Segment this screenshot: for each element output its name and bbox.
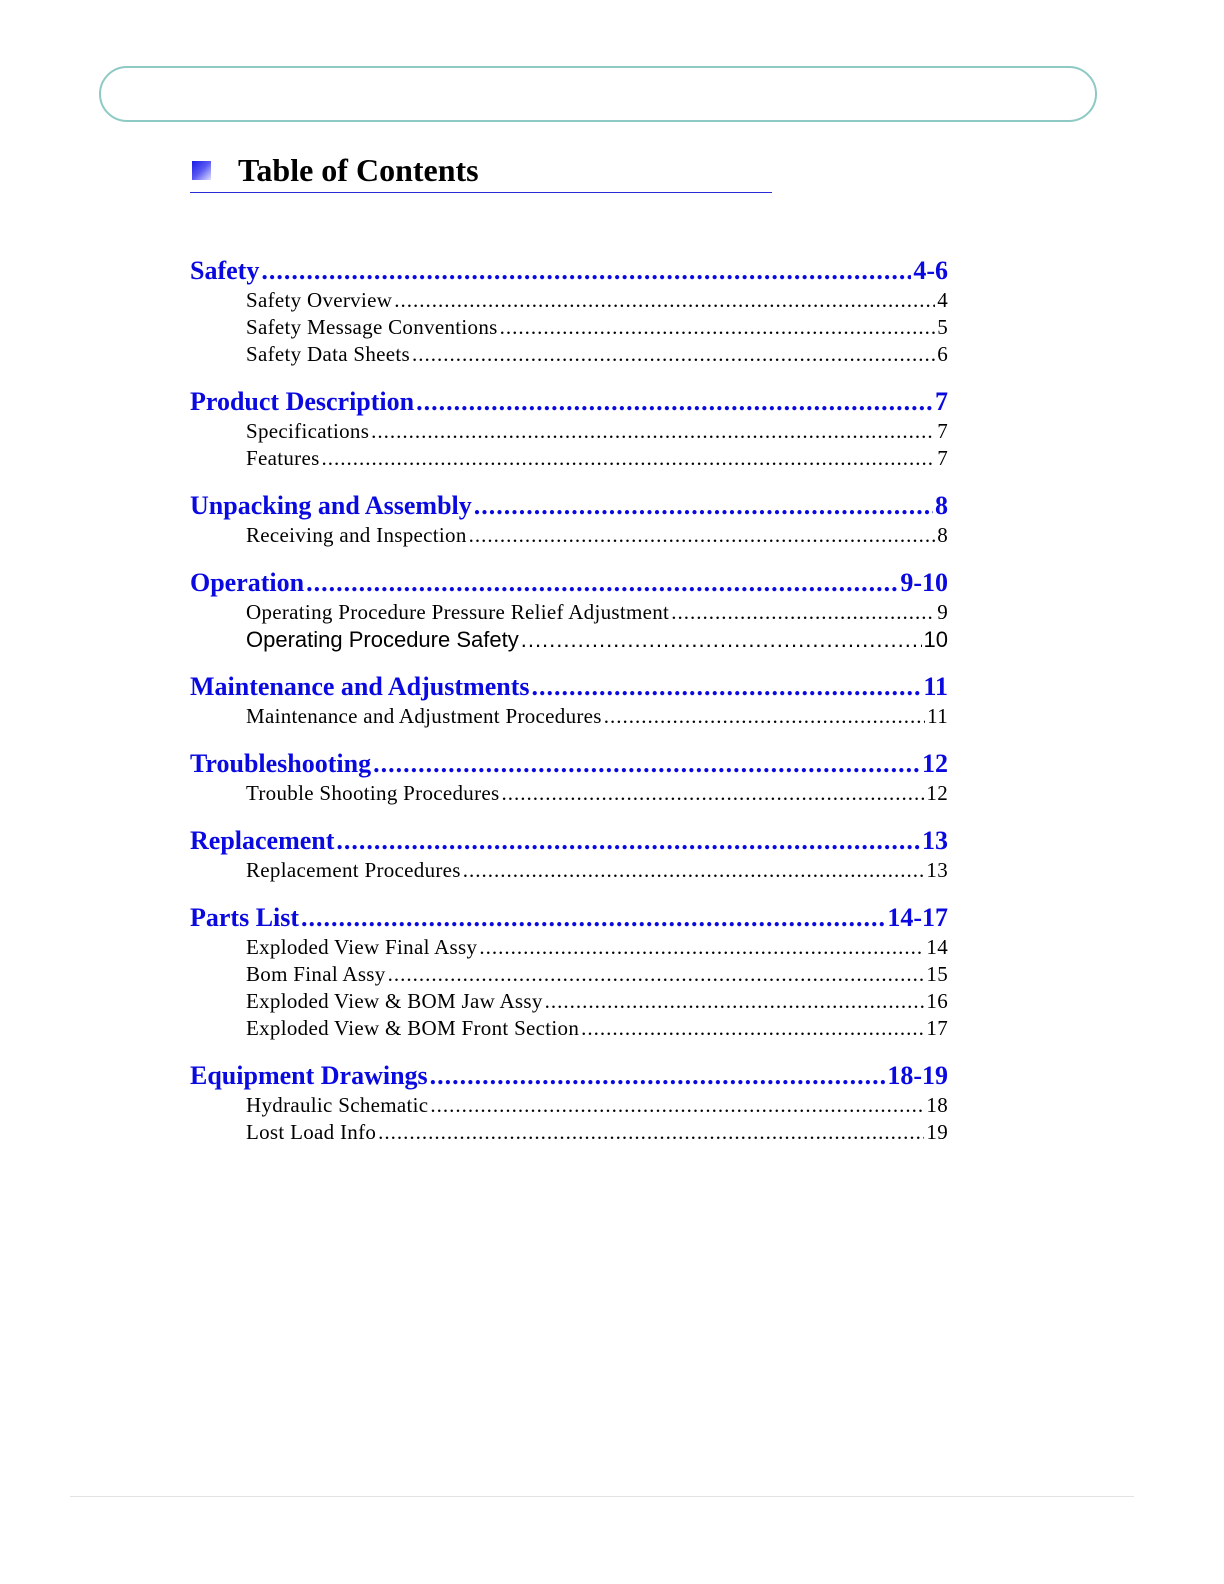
- dot-leader: [545, 988, 925, 1015]
- toc-subentry[interactable]: [190, 703, 948, 730]
- toc-subentry[interactable]: [190, 1119, 948, 1146]
- toc-section: [190, 385, 948, 472]
- section-title: Safety: [190, 256, 260, 285]
- dot-leader: [581, 1015, 924, 1042]
- toc-subentry[interactable]: [190, 341, 948, 368]
- dot-leader: [531, 670, 921, 703]
- section-page: 18-19: [887, 1061, 948, 1090]
- subentry-title: Bom Final Assy: [246, 962, 386, 986]
- section-page: 14-17: [887, 903, 948, 932]
- section-title: Troubleshooting: [190, 749, 372, 778]
- page-title: Table of Contents: [238, 152, 479, 188]
- subentry-page: 12: [926, 781, 948, 805]
- subentry-page: 4: [937, 288, 948, 312]
- subentry-page: 19: [926, 1120, 948, 1144]
- toc-section-entry[interactable]: [190, 566, 948, 599]
- dot-leader: [336, 824, 920, 857]
- toc-subentry[interactable]: [190, 1092, 948, 1119]
- section-title: Replacement: [190, 826, 335, 855]
- section-page: 13: [922, 826, 948, 855]
- subentry-page: 15: [926, 962, 948, 986]
- dot-leader: [322, 445, 936, 472]
- toc-subentry[interactable]: [190, 522, 948, 549]
- section-page: 9-10: [900, 568, 948, 597]
- dot-leader: [463, 857, 925, 884]
- subentry-page: 6: [937, 342, 948, 366]
- toc-section: [190, 566, 948, 653]
- toc-subentry[interactable]: [190, 418, 948, 445]
- dot-leader: [430, 1059, 886, 1092]
- toc-subentry[interactable]: [190, 599, 948, 626]
- subentry-title: Safety Data Sheets: [246, 342, 411, 366]
- subentry-page: 14: [926, 935, 948, 959]
- toc-section-entry[interactable]: [190, 1059, 948, 1092]
- toc-section: [190, 901, 948, 1042]
- toc-subentry[interactable]: [190, 961, 948, 988]
- subentry-page: 18: [926, 1093, 948, 1117]
- header-box: [99, 66, 1097, 122]
- dot-leader: [521, 626, 922, 653]
- dot-leader: [301, 901, 885, 934]
- subentry-title: Features: [246, 446, 320, 470]
- dot-leader: [671, 599, 935, 626]
- section-title: Equipment Drawings: [190, 1061, 428, 1090]
- section-page: 11: [923, 672, 948, 701]
- subentry-title: Exploded View Final Assy: [246, 935, 478, 959]
- section-title: Maintenance and Adjustments: [190, 672, 530, 701]
- dot-leader: [378, 1119, 924, 1146]
- subentry-title: Trouble Shooting Procedures: [246, 781, 500, 805]
- subentry-title: Operating Procedure Safety: [246, 627, 519, 652]
- toc-subentry[interactable]: [190, 934, 948, 961]
- subentry-title: Exploded View & BOM Front Section: [246, 1016, 580, 1040]
- toc-subentry[interactable]: [190, 445, 948, 472]
- subentry-page: 7: [937, 446, 948, 470]
- toc-subentry[interactable]: [190, 780, 948, 807]
- subentry-page: 8: [937, 523, 948, 547]
- subentry-title: Replacement Procedures: [246, 858, 461, 882]
- dot-leader: [430, 1092, 924, 1119]
- dot-leader: [500, 314, 936, 341]
- toc-subentry[interactable]: [190, 988, 948, 1015]
- dot-leader: [373, 747, 920, 780]
- toc-subentry[interactable]: [190, 314, 948, 341]
- subentry-title: Safety Overview: [246, 288, 393, 312]
- toc-subentry[interactable]: [190, 1015, 948, 1042]
- toc-section: [190, 670, 948, 730]
- subentry-title: Safety Message Conventions: [246, 315, 498, 339]
- subentry-page: 7: [937, 419, 948, 443]
- dot-leader: [261, 254, 911, 287]
- subentry-title: Hydraulic Schematic: [246, 1093, 429, 1117]
- section-page: 8: [935, 491, 948, 520]
- subentry-page: 5: [937, 315, 948, 339]
- toc-heading: [190, 150, 772, 193]
- toc-section: [190, 1059, 948, 1146]
- dot-leader: [388, 961, 925, 988]
- subentry-page: 17: [926, 1016, 948, 1040]
- subentry-title: Specifications: [246, 419, 370, 443]
- subentry-title: Receiving and Inspection: [246, 523, 467, 547]
- subentry-page: 11: [927, 704, 948, 728]
- dot-leader: [412, 341, 935, 368]
- section-page: 4-6: [913, 256, 948, 285]
- dot-leader: [416, 385, 933, 418]
- toc-section-entry[interactable]: [190, 670, 948, 703]
- section-title: Parts List: [190, 903, 300, 932]
- section-title: Product Description: [190, 387, 415, 416]
- toc-section-entry[interactable]: [190, 489, 948, 522]
- table-of-contents: [190, 254, 948, 1163]
- toc-section-entry[interactable]: [190, 254, 948, 287]
- subentry-title: Maintenance and Adjustment Procedures: [246, 704, 602, 728]
- section-title: Operation: [190, 568, 305, 597]
- subentry-page: 9: [937, 600, 948, 624]
- dot-leader: [371, 418, 935, 445]
- subentry-page: 10: [923, 627, 948, 652]
- toc-section: [190, 254, 948, 368]
- dot-leader: [479, 934, 924, 961]
- section-page: 12: [922, 749, 948, 778]
- toc-section-entry[interactable]: [190, 824, 948, 857]
- dot-leader: [394, 287, 935, 314]
- dot-leader: [306, 566, 898, 599]
- subentry-page: 16: [926, 989, 948, 1013]
- toc-section: [190, 824, 948, 884]
- footer-rule: [70, 1496, 1134, 1497]
- dot-leader: [469, 522, 936, 549]
- toc-section-entry[interactable]: [190, 747, 948, 780]
- dot-leader: [474, 489, 933, 522]
- subentry-title: Exploded View & BOM Jaw Assy: [246, 989, 543, 1013]
- toc-section-entry[interactable]: [190, 385, 948, 418]
- subentry-page: 13: [926, 858, 948, 882]
- toc-section-entry[interactable]: [190, 901, 948, 934]
- dot-leader: [502, 780, 925, 807]
- section-title: Unpacking and Assembly: [190, 491, 472, 520]
- toc-section: [190, 747, 948, 807]
- dot-leader: [604, 703, 925, 730]
- subentry-title: Lost Load Info: [246, 1120, 377, 1144]
- subentry-title: Operating Procedure Pressure Relief Adjustment: [246, 600, 670, 624]
- toc-subentry[interactable]: [190, 626, 948, 653]
- toc-subentry[interactable]: [190, 857, 948, 884]
- section-page: 7: [935, 387, 948, 416]
- bullet-square-icon: [192, 161, 211, 180]
- toc-section: [190, 489, 948, 549]
- toc-subentry[interactable]: [190, 287, 948, 314]
